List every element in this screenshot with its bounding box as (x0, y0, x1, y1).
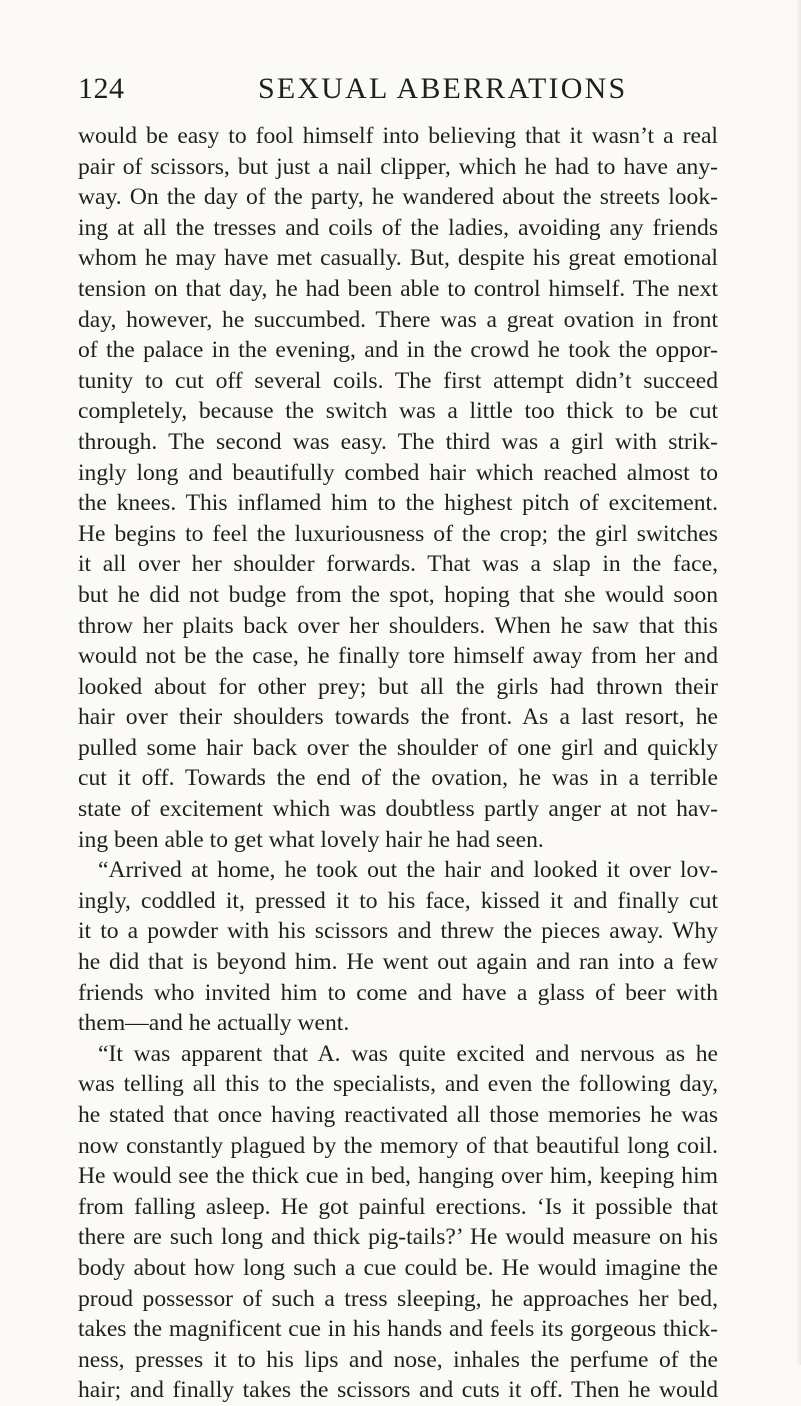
page-header (78, 72, 718, 112)
text-line: friends who invited him to come and have a glass of beer with (78, 979, 718, 1006)
text-line: throw her plaits back over her shoulders. When he saw that this (78, 612, 718, 639)
text-line: there are such long and thick pig-tails?’ He would measure on his (78, 1224, 718, 1251)
text-line: tunity to cut off several coils. The first attempt didn’t succeed (78, 367, 718, 394)
text-line: he did that is beyond him. He went out again and ran into a few (78, 949, 718, 976)
text-line: through. The second was easy. The third was a girl with strik- (78, 428, 718, 455)
text-line: was telling all this to the specialists, and even the following day, (78, 1071, 718, 1098)
text-line: ingly long and beautifully combed hair which reached almost to (78, 459, 718, 486)
text-line: it all over her shoulder forwards. That was a slap in the face, (78, 551, 718, 578)
text-line: whom he may have met casually. But, despite his great emotional (78, 245, 718, 272)
text-line: He begins to feel the luxuriousness of the crop; the girl switches (78, 520, 718, 547)
text-line: ing at all the tresses and coils of the ladies, avoiding any friends (78, 214, 718, 241)
paragraph-last-line: them—and he actually went. (78, 1010, 350, 1037)
text-line: would not be the case, he finally tore himself away from her and (78, 643, 718, 670)
text-line: proud possessor of such a tress sleeping, he approaches her bed, (78, 1285, 718, 1312)
text-line: hair over their shoulders towards the front. As a last resort, he (78, 704, 718, 731)
text-line: but he did not budge from the spot, hoping that she would soon (78, 581, 718, 608)
text-line: state of excitement which was doubtless partly anger at not hav- (78, 796, 718, 823)
text-line: pulled some hair back over the shoulder of one girl and quickly (78, 734, 718, 761)
paragraph-first-line: “It was apparent that A. was quite excited and nervous as he (98, 1040, 718, 1067)
text-line: looked about for other prey; but all the girls had thrown their (78, 673, 718, 700)
text-line: now constantly plagued by the memory of that beautiful long coil. (78, 1132, 718, 1159)
text-line: way. On the day of the party, he wandered about the streets look- (78, 184, 718, 211)
running-title: SEXUAL ABERRATIONS (258, 72, 628, 105)
text-line: tension on that day, he had been able to control himself. The next (78, 275, 718, 302)
text-line: hair; and finally takes the scissors and cuts it off. Then he would (78, 1377, 718, 1404)
body-text (78, 121, 718, 1406)
text-line: body about how long such a cue could be. He would imagine the (78, 1254, 718, 1281)
text-line: He would see the thick cue in bed, hanging over him, keeping him (78, 1163, 718, 1190)
text-line: from falling asleep. He got painful erections. ‘Is it possible that (78, 1193, 718, 1220)
text-line: he stated that once having reactivated all those memories he was (78, 1102, 718, 1128)
text-line: pair of scissors, but just a nail clipper, which he had to have any- (78, 153, 718, 180)
paragraph-last-line: ing been able to get what lovely hair he had seen. (78, 826, 544, 853)
text-line: of the palace in the evening, and in the crowd he took the oppor- (78, 337, 718, 364)
text-line: the knees. This inflamed him to the highest pitch of excitement. (78, 490, 718, 517)
text-line: would be easy to fool himself into believing that it wasn’t a real (78, 123, 718, 149)
page-edge-shadow (796, 0, 801, 1365)
text-line: cut it off. Towards the end of the ovation, he was in a terrible (78, 765, 718, 792)
text-line: ness, presses it to his lips and nose, inhales the perfume of the (78, 1346, 718, 1373)
text-line: day, however, he succumbed. There was a great ovation in front (78, 306, 718, 333)
paragraph-first-line: “Arrived at home, he took out the hair and looked it over lov- (98, 857, 718, 884)
text-line: it to a powder with his scissors and threw the pieces away. Why (78, 918, 718, 945)
text-line: ingly, coddled it, pressed it to his face, kissed it and finally cut (78, 887, 718, 914)
text-line: takes the magnificent cue in his hands and feels its gorgeous thick- (78, 1316, 718, 1343)
page-number: 124 (78, 72, 125, 105)
text-line: completely, because the switch was a little too thick to be cut (78, 398, 718, 425)
